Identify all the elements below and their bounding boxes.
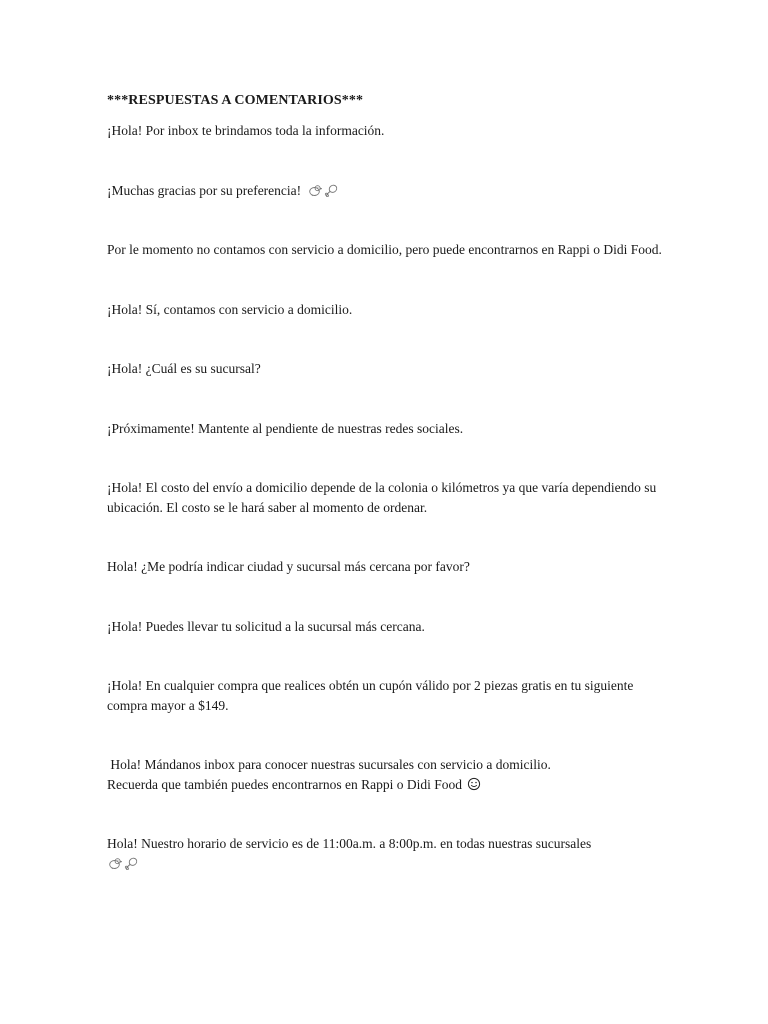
paragraph-text: ¡Muchas gracias por su preferencia! [107, 182, 302, 198]
response-paragraph [107, 240, 667, 260]
paragraph-text: Hola! Nuestro horario de servicio es de 11:00a.m. a 8:00p.m. en todas nuestras sucursales [107, 836, 592, 851]
paragraph-text: Por le momento no contamos con servicio a domicilio, pero puede encontrarnos en Rappi o Didi Food. [107, 242, 662, 257]
paragraph-text: Recuerda que también puedes encontrarnos en Rappi o Didi Food [107, 776, 463, 792]
paragraph-text: ¡Hola! Puedes llevar tu solicitud a la sucursal más cercana. [107, 618, 425, 634]
paragraph-text: Hola! Mándanos inbox para conocer nuestras sucursales con servicio a domicilio. [107, 757, 551, 772]
response-paragraph [107, 755, 667, 794]
response-paragraph [107, 834, 667, 873]
response-paragraph [107, 419, 667, 439]
paragraph-text: ¡Hola! El costo del envío a domicilio depende de la colonia o kilómetros ya que varía dependiendo su ubicación. El costo se le hará saber al momento de ordenar. [107, 480, 657, 515]
paragraph-text: ¡Hola! En cualquier compra que realices obtén un cupón válido por 2 piezas gratis en tu siguiente compra mayor a $149. [107, 678, 634, 713]
response-paragraph [107, 676, 667, 715]
response-paragraph [107, 181, 667, 201]
paragraph-text: Hola! ¿Me podría indicar ciudad y sucursal más cercana por favor? [107, 559, 470, 574]
response-paragraph [107, 121, 667, 141]
drumstick-emoji-icon [124, 857, 138, 870]
paragraph-text: ¡Hola! ¿Cuál es su sucursal? [107, 361, 261, 376]
chick-emoji-icon [107, 857, 122, 870]
response-paragraph [107, 300, 667, 320]
smile-emoji-icon [467, 777, 481, 791]
chick-emoji-icon [307, 184, 322, 197]
response-paragraph [107, 557, 667, 577]
paragraph-text: ¡Hola! Por inbox te brindamos toda la información. [107, 123, 385, 138]
paragraph-text: ¡Próximamente! Mantente al pendiente de nuestras redes sociales. [107, 420, 464, 436]
response-paragraph [107, 617, 667, 637]
drumstick-emoji-icon [324, 184, 338, 197]
response-paragraph [107, 359, 667, 379]
document-body [107, 92, 667, 873]
document-heading: ***RESPUESTAS A COMENTARIOS*** [107, 93, 364, 108]
paragraph-text: ¡Hola! Sí, contamos con servicio a domicilio. [107, 301, 353, 317]
response-paragraph [107, 478, 667, 517]
